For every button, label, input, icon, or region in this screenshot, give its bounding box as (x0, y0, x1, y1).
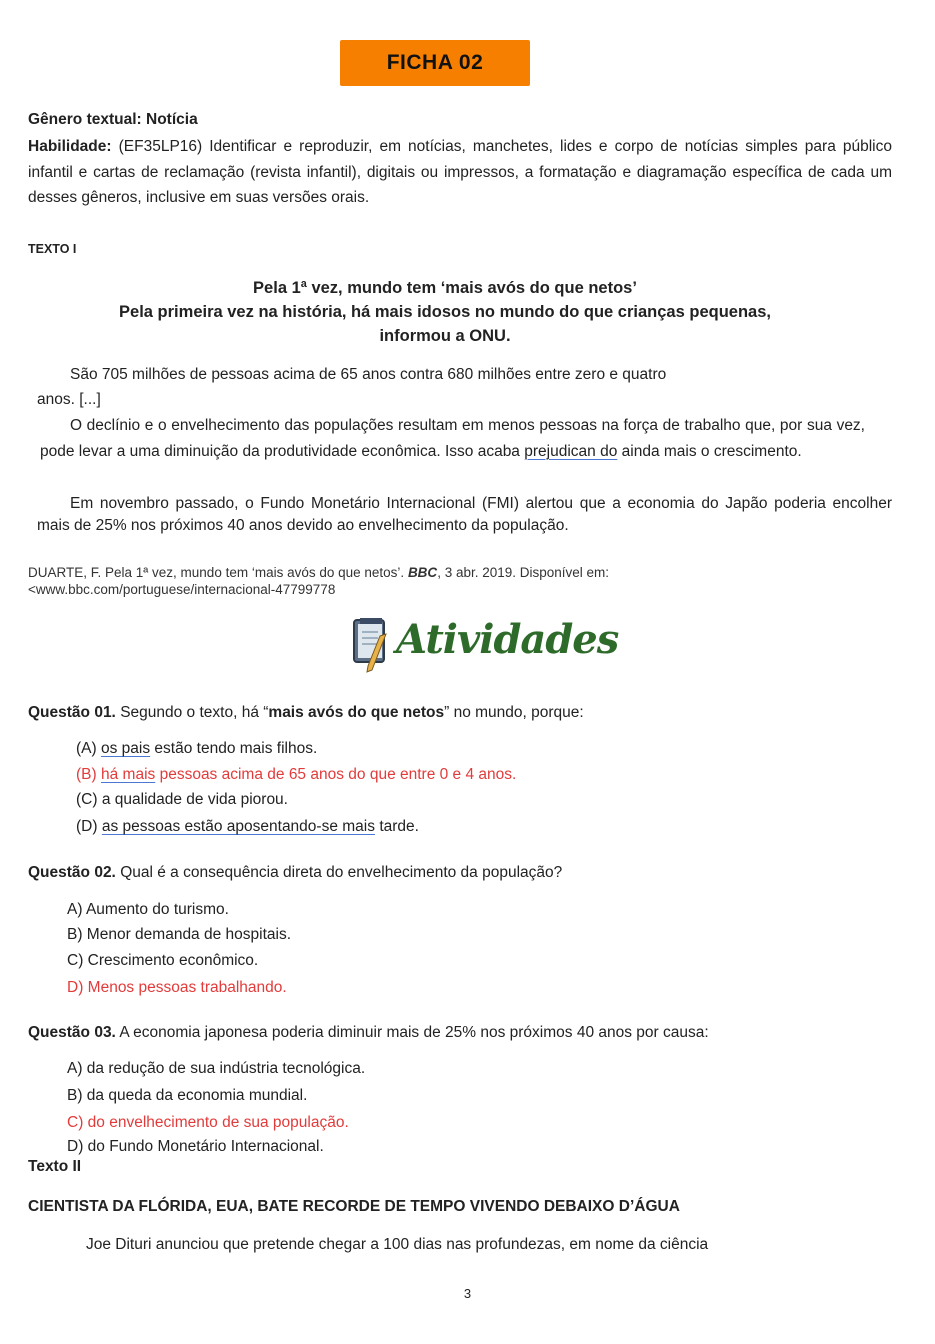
source-citation: DUARTE, F. Pela 1ª vez, mundo tem ‘mais avós do que netos’. (28, 565, 405, 580)
article-p1-line1: São 705 milhões de pessoas acima de 65 anos contra 680 milhões entre zero e quatro (70, 366, 667, 383)
source-date: , 3 abr. 2019. Disponível em: (437, 565, 610, 580)
headline-line-1: Pela 1ª vez, mundo tem ‘mais avós do que netos’ (253, 279, 637, 297)
activities-logo-text: Atividades (396, 616, 619, 663)
question-1-text-a: Segundo o texto, há “ (120, 704, 269, 721)
question-1-text-b: ” no mundo, porque: (444, 704, 584, 721)
question-1-text-bold: mais avós do que netos (268, 704, 445, 721)
activities-logo (350, 612, 619, 682)
option-letter: (D) (76, 818, 98, 835)
q3-option-d[interactable]: D) do Fundo Monetário Internacional. (67, 1138, 324, 1155)
article-p1-line2: anos. [...] (37, 391, 101, 408)
skill-text: (EF35LP16) Identificar e reproduzir, em notícias, manchetes, lides e corpo de notícias simples para público infantil e cartas de reclamação (revista infantil), digitais ou impressos, a formatação e diagramação específica de cada um desses gêneros, inclusive em suas versões orais. (28, 138, 892, 206)
genre-label: Gênero textual: (28, 111, 142, 128)
source-publication: BBC (407, 565, 438, 580)
question-3 (28, 1023, 709, 1043)
article-p2-underlined: prejudican do (524, 442, 618, 460)
q3-option-b[interactable]: B) da queda da economia mundial. (67, 1087, 308, 1104)
question-2-label: Questão 02. (28, 864, 116, 881)
q2-option-c[interactable]: C) Crescimento econômico. (67, 952, 259, 969)
question-2 (28, 863, 562, 883)
text-ii-label: Texto II (28, 1158, 82, 1175)
genre-value: Notícia (146, 111, 198, 128)
text-i-label: TEXTO I (28, 242, 77, 256)
skill-paragraph (28, 134, 892, 211)
option-text: tarde. (379, 818, 419, 835)
headline-line-3: informou a ONU. (379, 327, 511, 345)
article-p2-end: ainda mais o crescimento. (621, 442, 802, 460)
skill-label: Habilidade: (28, 138, 112, 155)
option-underlined: os pais (100, 740, 151, 757)
source-line-1 (28, 564, 609, 581)
source-line-2: <www.bbc.com/portuguese/internacional-47799778 (28, 582, 336, 597)
option-text: pessoas acima de 65 anos do que entre 0 e 4 anos. (159, 766, 517, 783)
q1-option-a[interactable] (76, 739, 317, 759)
q2-option-b[interactable]: B) Menor demanda de hospitais. (67, 926, 292, 943)
question-2-text: Qual é a consequência direta do envelhecimento da população? (120, 864, 563, 881)
option-underlined: as pessoas estão aposentando-se mais (101, 818, 375, 835)
text-ii-lead: Joe Dituri anunciou que pretende chegar a 100 dias nas profundezas, em nome da ciência (86, 1236, 709, 1253)
headline-line-2: Pela primeira vez na história, há mais idosos no mundo do que crianças pequenas, (119, 303, 771, 321)
q3-option-a[interactable]: A) da redução de sua indústria tecnológica. (67, 1060, 366, 1077)
q1-option-d[interactable] (76, 817, 419, 837)
article-p2-text: O declínio e o envelhecimento das populações resultam em menos pessoas na força de trabalho que, por sua vez, pode levar a uma diminuição da produtividade econômica. Isso acaba (40, 417, 865, 460)
q1-option-b[interactable] (76, 765, 516, 785)
option-letter: (B) (76, 766, 97, 783)
article-source (28, 564, 609, 598)
article-p3: Em novembro passado, o Fundo Monetário Internacional (FMI) alertou que a economia do Japão poderia encolher mais de 25% nos próximos 40 anos devido ao envelhecimento da população. (37, 495, 892, 534)
option-underlined: há mais (100, 766, 156, 783)
question-3-text: A economia japonesa poderia diminuir mais de 25% nos próximos 40 anos por causa: (119, 1024, 709, 1041)
option-letter: (A) (76, 740, 97, 757)
option-text: a qualidade de vida piorou. (101, 791, 288, 808)
q1-option-c[interactable] (76, 790, 288, 810)
article-p2 (40, 413, 865, 464)
page-number: 3 (463, 1286, 472, 1301)
question-1 (28, 703, 584, 723)
text-ii-headline: CIENTISTA DA FLÓRIDA, EUA, BATE RECORDE DE TEMPO VIVENDO DEBAIXO D’ÁGUA (28, 1198, 680, 1215)
genre-line (28, 110, 198, 130)
option-letter: (C) (76, 791, 98, 808)
worksheet-title: FICHA 02 (340, 40, 530, 86)
q3-option-c[interactable]: C) do envelhecimento de sua população. (67, 1114, 349, 1131)
q2-option-d[interactable]: D) Menos pessoas trabalhando. (67, 979, 287, 996)
notepad-pencil-icon (350, 614, 400, 674)
article-headline (40, 276, 850, 348)
question-3-label: Questão 03. (28, 1024, 116, 1041)
question-1-label: Questão 01. (28, 704, 116, 721)
option-text: estão tendo mais filhos. (154, 740, 318, 757)
q2-option-a[interactable]: A) Aumento do turismo. (67, 901, 229, 918)
